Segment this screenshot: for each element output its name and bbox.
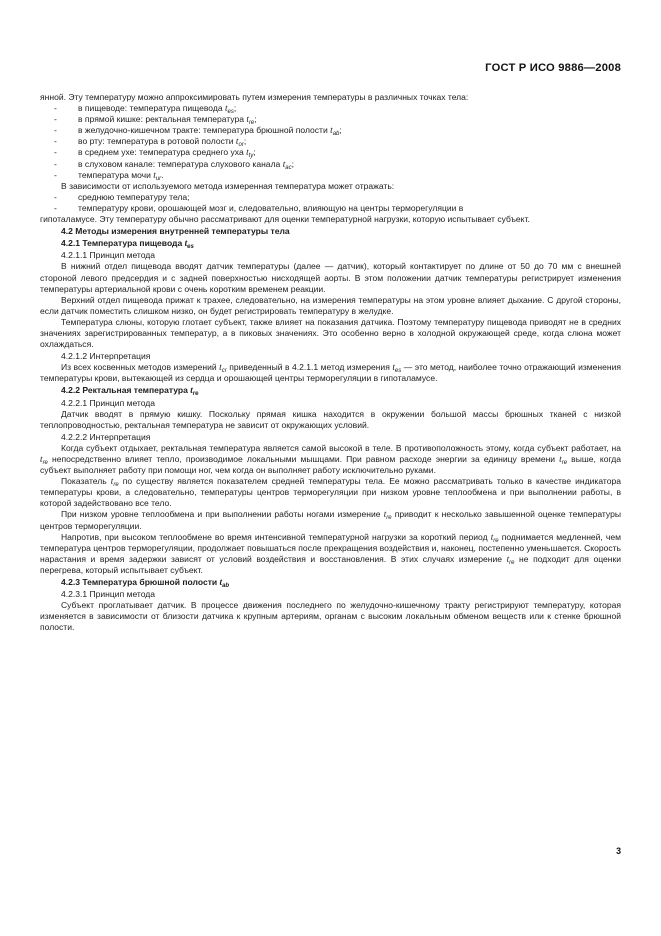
text-segment: по существу является показателем средней температуры тела. Ее можно рассматривать только в качестве индикатора температуры крови, а следовательно, температуры центров терморегуляции при низком уровне теплообмена и при выполнении работы, в которой задействовано все тело. (40, 476, 621, 509)
heading-4-2-1-1: 4.2.1.1 Принцип метода (61, 250, 156, 261)
dash-marker: - (54, 158, 57, 169)
paragraph-indicator (40, 476, 621, 509)
dash-marker: - (54, 125, 57, 136)
paragraph-4-2-1-2 (40, 362, 621, 384)
heading-4-2-2 (61, 385, 621, 396)
paragraph-reflect-continued: гипоталамусе. Эту температуру обычно рассматривают для оценки температурной нагрузки, которую испытывает субъект. (40, 214, 530, 225)
heading-4-2-2-1: 4.2.2.1 Принцип метода (61, 397, 156, 408)
symbol: t (330, 125, 333, 136)
text-segment: — это метод, наиболее точно отражающий изменения температуры крови, вытекающей из сердца и орошающей центры терморегуляции в гипоталамусе. (40, 362, 621, 384)
subscript: ty (248, 153, 254, 160)
text-segment: Когда субъект отдыхает, ректальная температура является самой высокой в теле. В противоположность этому, когда субъект работает, на (61, 442, 621, 453)
list-item-suffix: ; (253, 147, 256, 158)
list-item-text: температура мочи (78, 169, 154, 180)
list-item-text: в среднем ухе: температура среднего уха (78, 147, 247, 158)
dash-marker: - (54, 202, 57, 213)
heading-4-2-3-label: 4.2.3 Температура брюшной полости (61, 577, 220, 588)
text-segment: приведенный в 4.2.1.1 метод измерения (226, 362, 393, 373)
list-item-suffix: ; (254, 114, 257, 125)
list-item-text: в желудочно-кишечном тракте: температура брюшной полости (78, 125, 331, 136)
symbol: t (190, 385, 193, 396)
text-segment: не подходит для оценки перегрева, который испытывает субъект. (40, 553, 621, 575)
symbol: t (392, 362, 395, 373)
subscript: re (561, 460, 568, 466)
dash-marker: - (54, 103, 57, 114)
dash-marker: - (54, 191, 57, 202)
list-item (54, 191, 621, 203)
text-segment: Из всех косвенных методов измерений (61, 362, 220, 373)
list-item-text: во рту: температура в ротовой полости (78, 136, 236, 147)
text-segment: приводит к несколько завышенной оценке температуры центров терморегуляции. (40, 509, 621, 531)
dash-marker: - (54, 147, 57, 158)
heading-4-2-3 (61, 577, 621, 588)
list-item (54, 202, 621, 214)
symbol: t (282, 158, 286, 169)
dash-marker: - (54, 169, 57, 180)
heading-4-2-1-label: 4.2.1 Температура пищевода (61, 238, 185, 249)
heading-4-2-3-1: 4.2.3.1 Принцип метода (61, 589, 156, 600)
heading-4-2-2-2: 4.2.2.2 Интерпретация (61, 431, 151, 442)
paragraph-4-2-3-1: Субъект проглатывает датчик. В процессе движения последнего по желудочно-кишечному тракту регистрируют температуру, которая изменяется в зависимости от близости датчика к крупным артериям, органам с высоким локальным обменом веществ или к стенке брюшной полости. (40, 600, 621, 633)
list-item-suffix: ; (339, 125, 342, 136)
dash-marker: - (54, 136, 57, 147)
list-item (54, 136, 621, 149)
list-item-text: среднюю температуру тела; (78, 191, 190, 202)
subscript: cr (221, 368, 227, 375)
symbol: t (246, 114, 249, 125)
paragraph-4-2-1-1-c: Температура слюны, которую глотает субъект, также влияет на показания датчика. Поэтому температуру пищевода приводят не в средних значениях зарегистрированных температур, а в пиковых значениях. Это особенно верно в холодной окружающей среде, когда слюна может охлаждаться. (40, 316, 621, 350)
heading-4-2-2-label: 4.2.2 Ректальная температура (61, 385, 191, 396)
subscript: es (187, 244, 194, 251)
subscript: ur (155, 175, 162, 182)
list-item (54, 169, 621, 182)
heading-4-2-1 (61, 238, 621, 249)
subscript: re (386, 515, 392, 522)
text-segment: При низком уровне теплообмена и при выполнении работы ногами измерение (61, 509, 384, 520)
symbol: t (184, 238, 188, 249)
text-segment: поднимается медленней, чем температура центров терморегуляции, продолжает повышаться после прекращения воздействия и, наконец, постепенно уменьшается. Скорость нарастания и время задержки зависят от условий воздействия и восстановления. В этих случаях измерение (40, 531, 621, 564)
subscript: re (509, 559, 515, 566)
symbol: t (153, 169, 156, 180)
symbol: t (219, 362, 222, 373)
subscript: re (493, 537, 499, 544)
list-item-text: температуру крови, орошающей мозг и, следовательно, влияющую на центры терморегуляции в (78, 202, 464, 213)
symbol: t (224, 103, 228, 114)
subscript: es (227, 109, 234, 116)
list-item (54, 114, 621, 127)
list-item-suffix: ; (233, 103, 237, 114)
list-item-text: в слуховом канале: температура слухового канала (78, 158, 283, 169)
subscript: ab (332, 131, 340, 138)
list-item (54, 158, 621, 171)
heading-4-2-1-2: 4.2.1.2 Интерпретация (61, 351, 151, 362)
symbol: t (110, 476, 114, 487)
list-item-suffix: ; (291, 158, 294, 169)
subscript: re (113, 482, 119, 489)
paragraph-4-2-2-1: Датчик вводят в прямую кишку. Поскольку прямая кишка находится в окружении большой массы брюшных тканей с низкой теплопроводностью, ректальная температура не зависит от окружающих условий. (40, 408, 621, 430)
list-item (54, 125, 621, 138)
subscript: or (238, 142, 244, 149)
paragraph-4-2-1-1-a: В нижний отдел пищевода вводят датчик температуры (далее — датчик), который контактирует по длине от 50 до 70 мм с внешней стороной левого предсердия и с задней поверхностью нисходящей аорты. В этом положении датчик температуры регистрирует изменения температуры артериальной крови с очень коротким временем реакции. (40, 261, 621, 294)
paragraph-4-2-1-1-b: Верхний отдел пищевода прижат к трахее, следовательно, на измерения температуры на этом уровне влияет дыхание. С другой стороны, если датчик поместить слишком низко, он будет регистрировать температуру в желудке. (40, 294, 621, 316)
paragraph-4-2-2-2 (40, 443, 621, 476)
heading-4-2: 4.2 Методы измерения внутренней температуры тела (61, 226, 290, 237)
list-item (54, 103, 621, 116)
page-number: 3 (616, 846, 621, 856)
text-segment: Показатель (61, 476, 111, 487)
symbol: t (506, 553, 510, 564)
symbol: t (490, 531, 494, 542)
symbol: t (246, 147, 249, 158)
page-header: ГОСТ Р ИСО 9886—2008 (485, 62, 621, 74)
list-item-text: в прямой кишке: ректальная температура (78, 114, 247, 125)
paragraph-depends-intro: В зависимости от используемого метода измеренная температура может отражать: (61, 180, 395, 191)
subscript: re (192, 391, 199, 398)
subscript: ac (285, 164, 292, 171)
subscript: re (248, 120, 255, 127)
list-item-suffix: . (161, 169, 164, 180)
paragraph-high-heat (40, 532, 621, 576)
subscript: re (42, 460, 48, 466)
list-item-text: в пищеводе: температура пищевода (78, 103, 225, 114)
paragraph-low-heat (40, 509, 621, 531)
text-segment: непосредственно влияет тепло, производимое локальными мышцами. При равном расходе энергии за единицу времени (47, 454, 560, 464)
symbol: t (383, 509, 387, 520)
list-item-suffix: ; (243, 136, 247, 147)
subscript: es (394, 368, 402, 375)
list-item (54, 147, 621, 160)
subscript: ab (222, 583, 230, 590)
symbol: t (559, 454, 562, 464)
text-segment: выше, когда субъект выполняет работу при помощи ног, чем когда он выполняет работу исключительно руками. (40, 454, 621, 476)
symbol: t (235, 136, 239, 147)
symbol: t (40, 454, 43, 464)
symbol: t (219, 577, 223, 588)
paragraph-intro: янной. Эту температуру можно аппроксимировать путем измерения температуры в различных точках тела: (40, 92, 469, 102)
page-content (40, 92, 621, 634)
text-segment: Напротив, при высоком теплообмене во время интенсивной температурной нагрузки за короткий период (61, 531, 491, 542)
dash-marker: - (54, 114, 57, 125)
